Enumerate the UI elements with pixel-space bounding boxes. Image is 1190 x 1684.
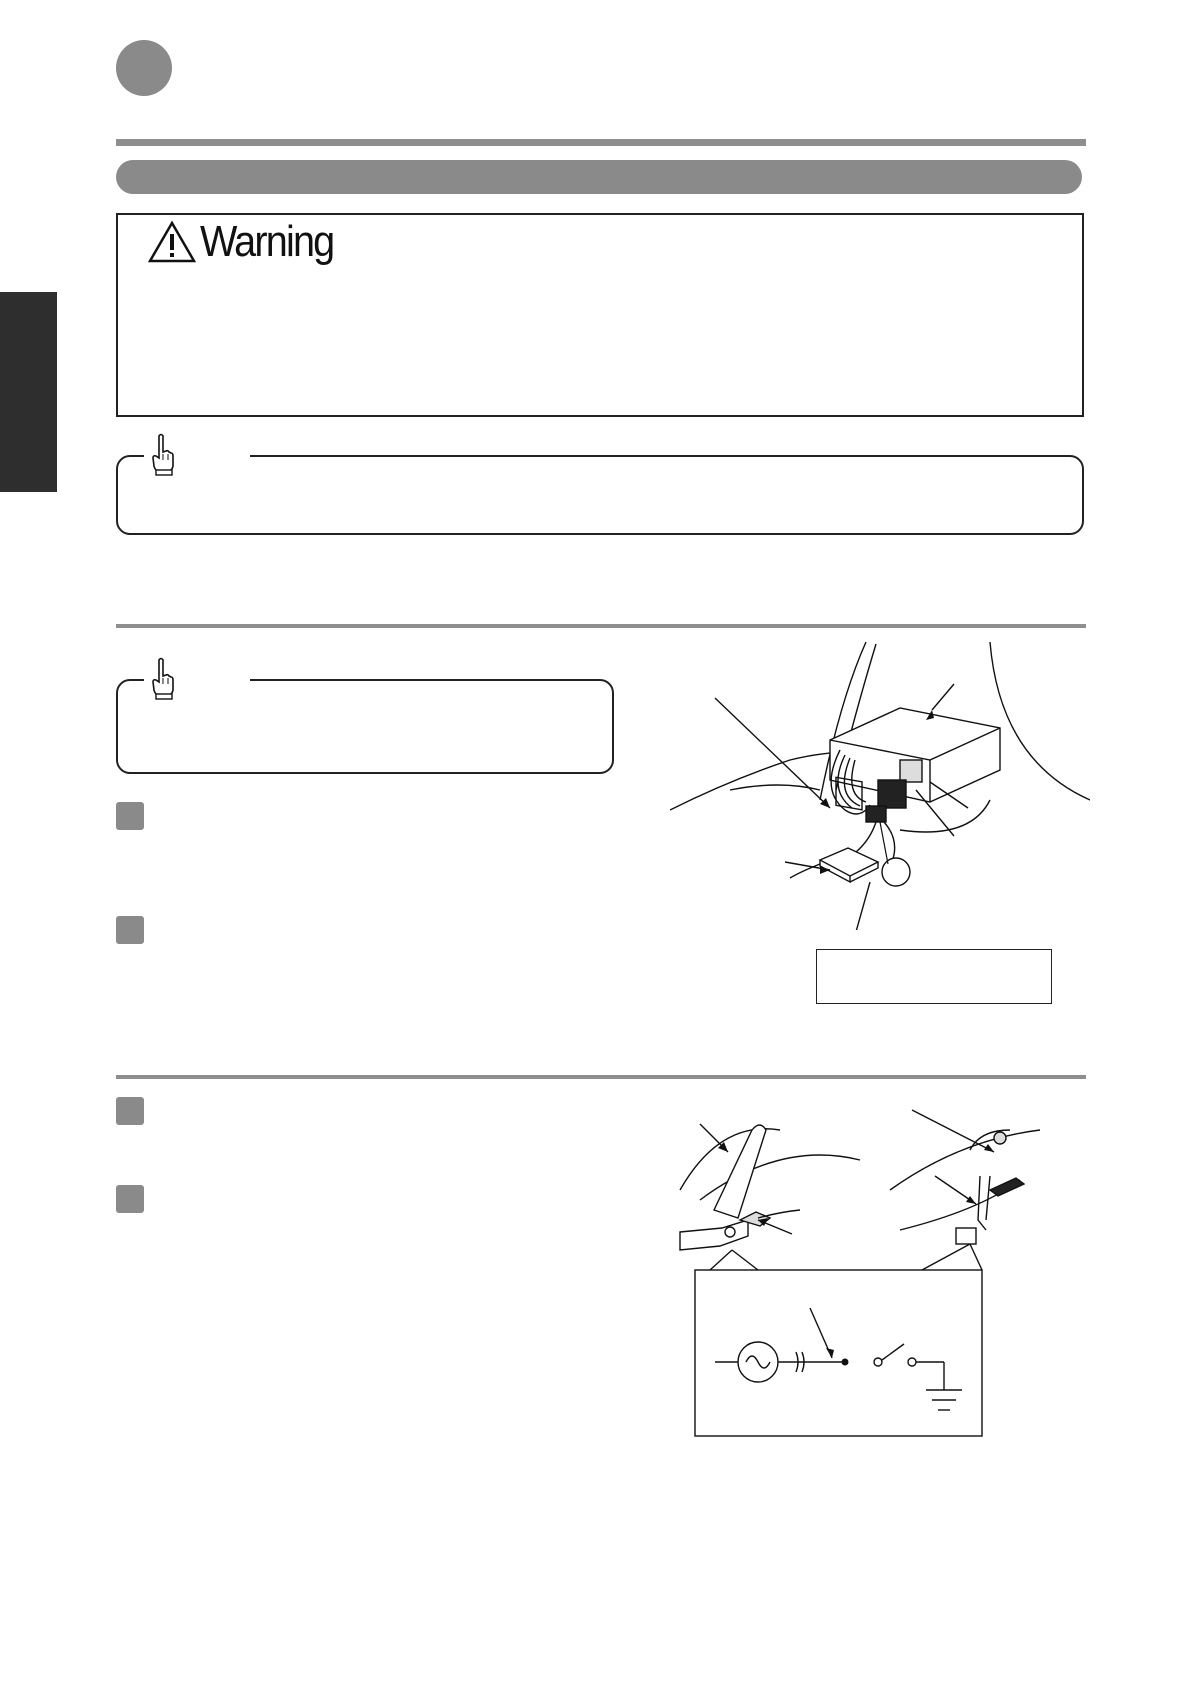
step-marker [116,1185,144,1213]
page-number-circle [116,40,172,96]
control-unit-illustration [670,640,1090,930]
parking-brake-illustration [660,1100,1090,1440]
note-box [116,679,614,774]
chapter-side-tab [0,292,57,492]
note-box [116,455,1084,535]
note-icon-container [144,656,182,705]
warning-heading [148,217,348,267]
header-rule [116,139,1086,146]
warning-triangle-icon [148,220,196,264]
step-marker [116,802,144,830]
pointing-hand-icon [150,432,176,476]
section-divider [116,1075,1086,1079]
warning-label: Warning [200,217,334,266]
step-marker [116,1097,144,1125]
section-divider [116,624,1086,628]
note-icon-container [144,432,182,481]
callout-label-box [816,949,1052,1004]
step-marker [116,916,144,944]
pointing-hand-icon [150,656,176,700]
section-title-bar [116,160,1082,194]
warning-box [116,213,1084,417]
